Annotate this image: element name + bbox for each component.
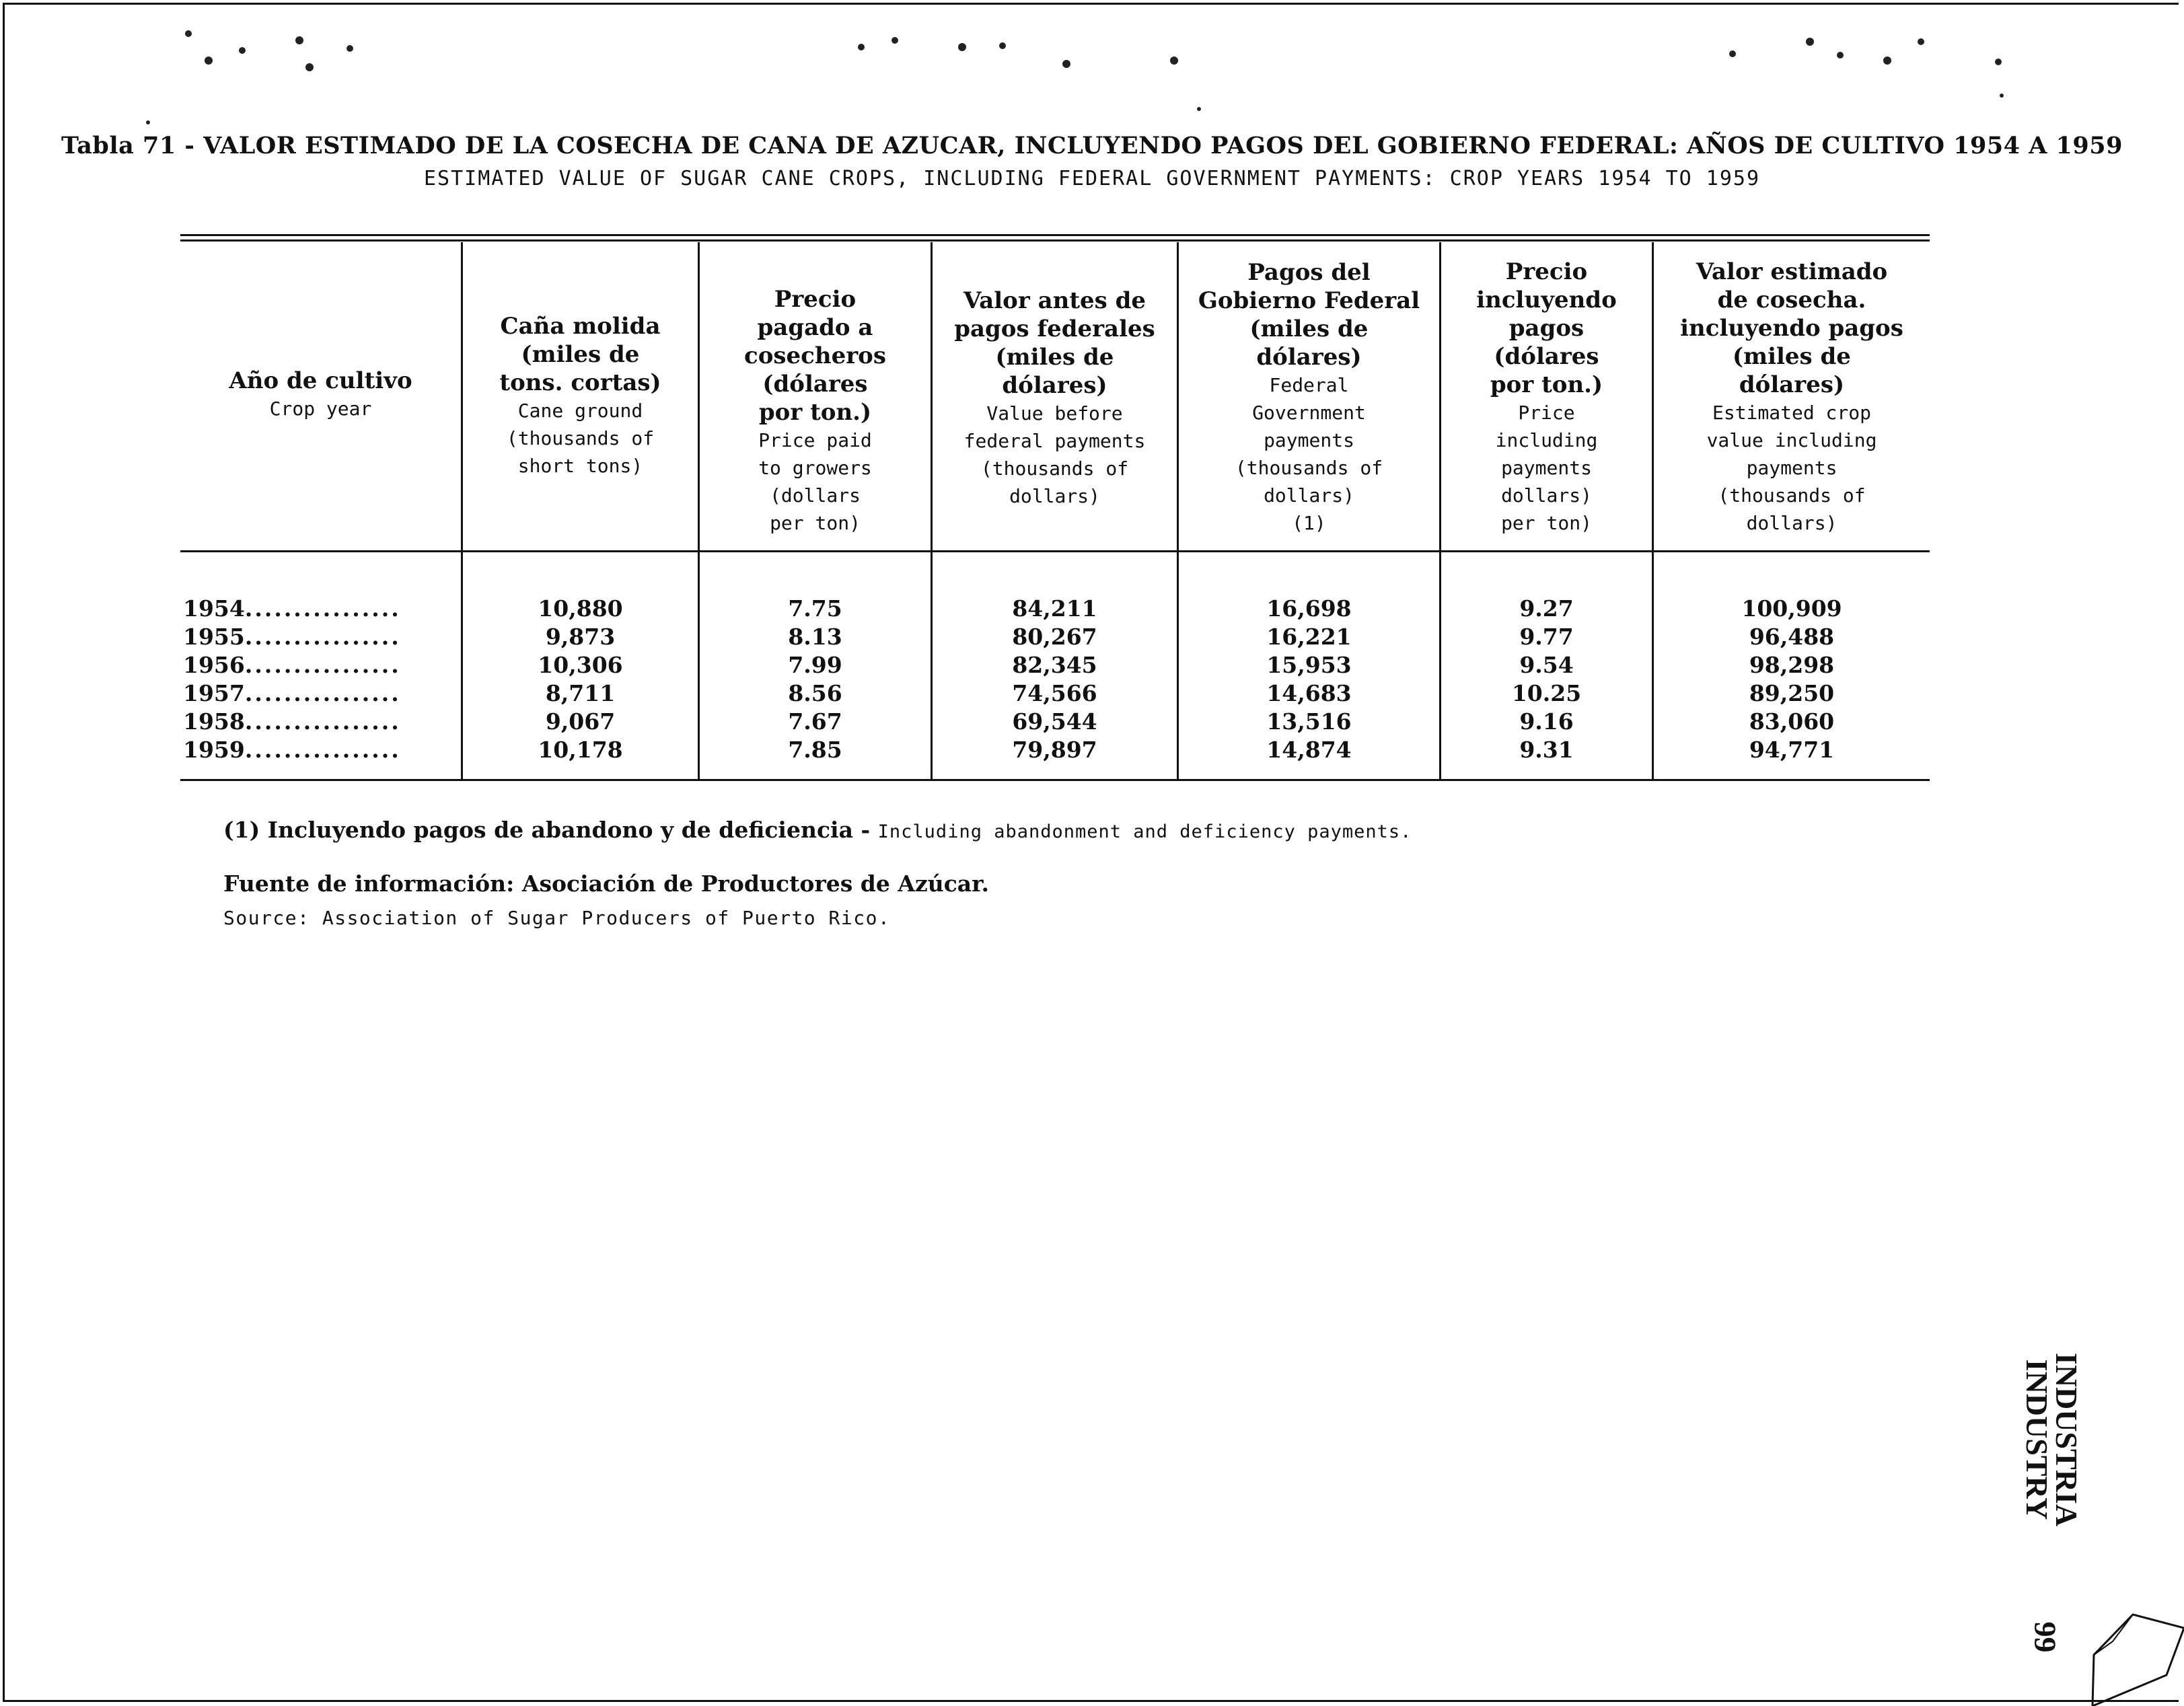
page-curl-icon [2086, 1601, 2184, 1706]
table-cell: 8,711 [545, 680, 616, 706]
table-cell: 96,488 [1749, 624, 1835, 650]
header-value-before [933, 242, 1179, 550]
table-cell: 7.67 [788, 708, 842, 735]
page-number-text: 99 [2028, 1621, 2063, 1652]
table-cell: 10.25 [1511, 680, 1582, 706]
table-row [180, 708, 461, 736]
header-en: Cane ground (thousands of short tons) [506, 400, 655, 477]
table-row [180, 595, 461, 623]
table-cell: 15,953 [1266, 652, 1352, 678]
table-bottom-rule [180, 779, 1930, 781]
page-number [2025, 1613, 2066, 1660]
footnote [223, 817, 1412, 843]
year-value: 1958 [183, 708, 245, 735]
table-cell: 14,683 [1266, 680, 1352, 706]
table-cell: 16,698 [1266, 595, 1352, 622]
table-cell: 10,306 [538, 652, 623, 678]
leader-dots: ................ [244, 737, 401, 763]
table-cell: 9,873 [545, 624, 616, 650]
col-price-including [1441, 550, 1654, 779]
table-cell: 7.99 [788, 652, 842, 678]
table-title-spanish: Tabla 71 - VALOR ESTIMADO DE LA COSECHA DE CANA DE AZUCAR, INCLUYENDO PAGOS DEL GOBIERNO FEDERAL: AÑOS DE CULTIVO 1954 A 1959 [61, 132, 2123, 159]
footnote-en: Including abandonment and deficiency payments. [877, 821, 1412, 842]
table-cell: 74,566 [1012, 680, 1097, 706]
leader-dots: ................ [244, 708, 401, 735]
table-cell: 84,211 [1012, 595, 1097, 622]
header-es: Precio pagado a cosecheros (dólares por ton.) [744, 286, 886, 426]
header-es: Pagos del Gobierno Federal (miles de dólares) [1198, 259, 1420, 371]
col-federal-payments [1179, 550, 1441, 779]
table-cell: 8.56 [788, 680, 842, 706]
table-cell: 82,345 [1012, 652, 1097, 678]
leader-dots: ................ [244, 595, 401, 622]
table-cell: 98,298 [1749, 652, 1835, 678]
year-value: 1955 [183, 624, 245, 650]
year-value: 1959 [183, 737, 245, 763]
header-en: Value before federal payments (thousands of dollars) [963, 402, 1146, 507]
section-side-label [2021, 1352, 2082, 1527]
year-value: 1956 [183, 652, 245, 678]
table-cell: 100,909 [1741, 595, 1842, 622]
table-cell: 9.16 [1519, 708, 1574, 735]
table-cell: 80,267 [1012, 624, 1097, 650]
header-en: Price paid to growers (dollars per ton) [758, 429, 872, 534]
leader-dots: ................ [244, 680, 401, 706]
header-crop-year [180, 242, 463, 550]
table-cell: 9,067 [545, 708, 616, 735]
table-cell: 9.31 [1519, 737, 1574, 763]
table-body [180, 550, 1930, 779]
header-es: Valor antes de pagos federales (miles de dólares) [954, 287, 1155, 399]
top-rule-1 [180, 234, 1930, 236]
table-cell: 69,544 [1012, 708, 1097, 735]
year-value: 1957 [183, 680, 245, 706]
table-cell: 9.54 [1519, 652, 1574, 678]
col-value-before [933, 550, 1179, 779]
header-es: Caña molida (miles de tons. cortas) [499, 313, 661, 396]
header-es: Valor estimado de cosecha. incluyendo pagos (miles de dólares) [1680, 258, 1903, 398]
header-en: Estimated crop value including payments (thousands of dollars) [1706, 402, 1877, 534]
table-cell: 9.77 [1519, 624, 1574, 650]
side-label-en: INDUSTRY [2020, 1359, 2054, 1520]
table-title-english: ESTIMATED VALUE OF SUGAR CANE CROPS, INCLUDING FEDERAL GOVERNMENT PAYMENTS: CROP YEARS 1954 TO 1959 [423, 167, 1761, 190]
top-rule-2 [180, 239, 1930, 242]
footnote-es: (1) Incluyendo pagos de abandono y de deficiencia - [223, 817, 871, 843]
leader-dots: ................ [244, 652, 401, 678]
header-price-paid [700, 242, 933, 550]
table-cell: 14,874 [1266, 737, 1352, 763]
table-row [180, 651, 461, 679]
table-header [180, 242, 1930, 550]
source-english: Source: Association of Sugar Producers of Puerto Rico. [223, 907, 891, 929]
col-estimated-value [1654, 550, 1930, 779]
table-row [180, 623, 461, 651]
source-spanish: Fuente de información: Asociación de Productores de Azúcar. [223, 870, 990, 897]
header-es: Año de cultivo [229, 367, 412, 394]
table-cell: 94,771 [1749, 737, 1835, 763]
header-en: Federal Government payments (thousands of dollars) (1) [1235, 374, 1383, 534]
header-es: Precio incluyendo pagos (dólares por ton.) [1476, 258, 1617, 398]
table-cell: 9.27 [1519, 595, 1574, 622]
table-cell: 13,516 [1266, 708, 1352, 735]
leader-dots: ................ [244, 624, 401, 650]
table-cell: 8.13 [788, 624, 842, 650]
table-cell: 7.85 [788, 737, 842, 763]
table-row [180, 736, 461, 764]
header-en: Crop year [269, 398, 372, 420]
header-en: Price including payments dollars) per ton) [1495, 402, 1598, 534]
table-cell: 7.75 [788, 595, 842, 622]
table-cell: 16,221 [1266, 624, 1352, 650]
header-estimated-value [1654, 242, 1930, 550]
table-row [180, 679, 461, 708]
table-cell: 10,880 [538, 595, 623, 622]
table-cell: 89,250 [1749, 680, 1835, 706]
scan-specks [0, 0, 2184, 135]
table-cell: 10,178 [538, 737, 623, 763]
header-federal-payments [1179, 242, 1441, 550]
header-price-including [1441, 242, 1654, 550]
side-label-es: INDUSTRIA [2049, 1352, 2084, 1527]
table-cell: 83,060 [1749, 708, 1835, 735]
col-price-paid [700, 550, 933, 779]
year-value: 1954 [183, 595, 245, 622]
col-cane-ground [463, 550, 700, 779]
header-cane-ground [463, 242, 700, 550]
col-crop-year [180, 550, 463, 779]
table-cell: 79,897 [1012, 737, 1097, 763]
